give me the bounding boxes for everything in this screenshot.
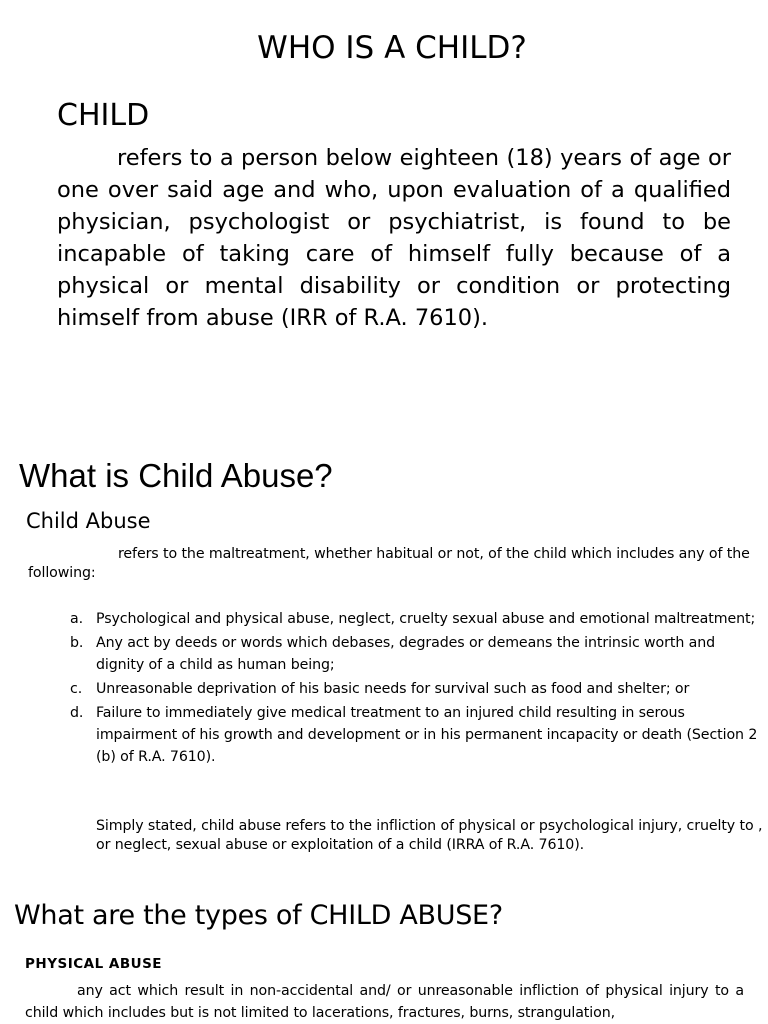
list-item-text: Unreasonable deprivation of his basic needs for survival such as food and shelter; or: [96, 681, 690, 697]
list-marker: d.: [70, 705, 84, 721]
list-marker: b.: [70, 635, 84, 651]
list-marker: a.: [70, 611, 84, 627]
physical-abuse-heading: PHYSICAL ABUSE: [25, 956, 163, 972]
list-item-text: Any act by deeds or words which debases, degrades or demeans the intrinsic worth and dignity of a child as human being;: [96, 635, 716, 673]
list-item: [70, 678, 760, 700]
child-abuse-definition: refers to the maltreatment, whether habitual or not, of the child which includes any of the following:: [28, 546, 750, 581]
page-title: WHO IS A CHILD?: [257, 30, 527, 66]
child-abuse-summary: Simply stated, child abuse refers to the infliction of physical or psychological injury, cruelty to , or neglect, sexual abuse or exploitation of a child (IRRA of R.A. 7610).: [96, 818, 763, 853]
child-term-heading: CHILD: [57, 98, 150, 133]
list-item: [70, 702, 760, 768]
list-item-text: Failure to immediately give medical treatment to an injured child resulting in serous impairment of his growth and development or in his permanent incapacity or death (Section 2 (b) of R.A. 7610).: [96, 705, 758, 765]
list-item: [70, 608, 760, 630]
types-title: What are the types of CHILD ABUSE?: [14, 900, 503, 931]
physical-abuse-definition: any act which result in non-accidental and/ or unreasonable infliction of physical injury to a child which includes but is not limited to lacerations, fractures, burns, strangulation,: [25, 983, 744, 1021]
child-abuse-title: What is Child Abuse?: [19, 457, 333, 494]
list-item: [70, 632, 760, 676]
list-item-text: Psychological and physical abuse, neglect, cruelty sexual abuse and emotional maltreatment;: [96, 611, 756, 627]
child-definition: refers to a person below eighteen (18) years of age or one over said age and who, upon evaluation of a qualified physician, psychologist or psychiatrist, is found to be incapable of taking care of himself fully because of a physical or mental disability or condition or protecting himself from abuse (IRR of R.A. 7610).: [57, 145, 731, 331]
list-marker: c.: [70, 681, 83, 697]
child-abuse-list: [70, 608, 760, 770]
child-abuse-term-heading: Child Abuse: [26, 509, 151, 533]
